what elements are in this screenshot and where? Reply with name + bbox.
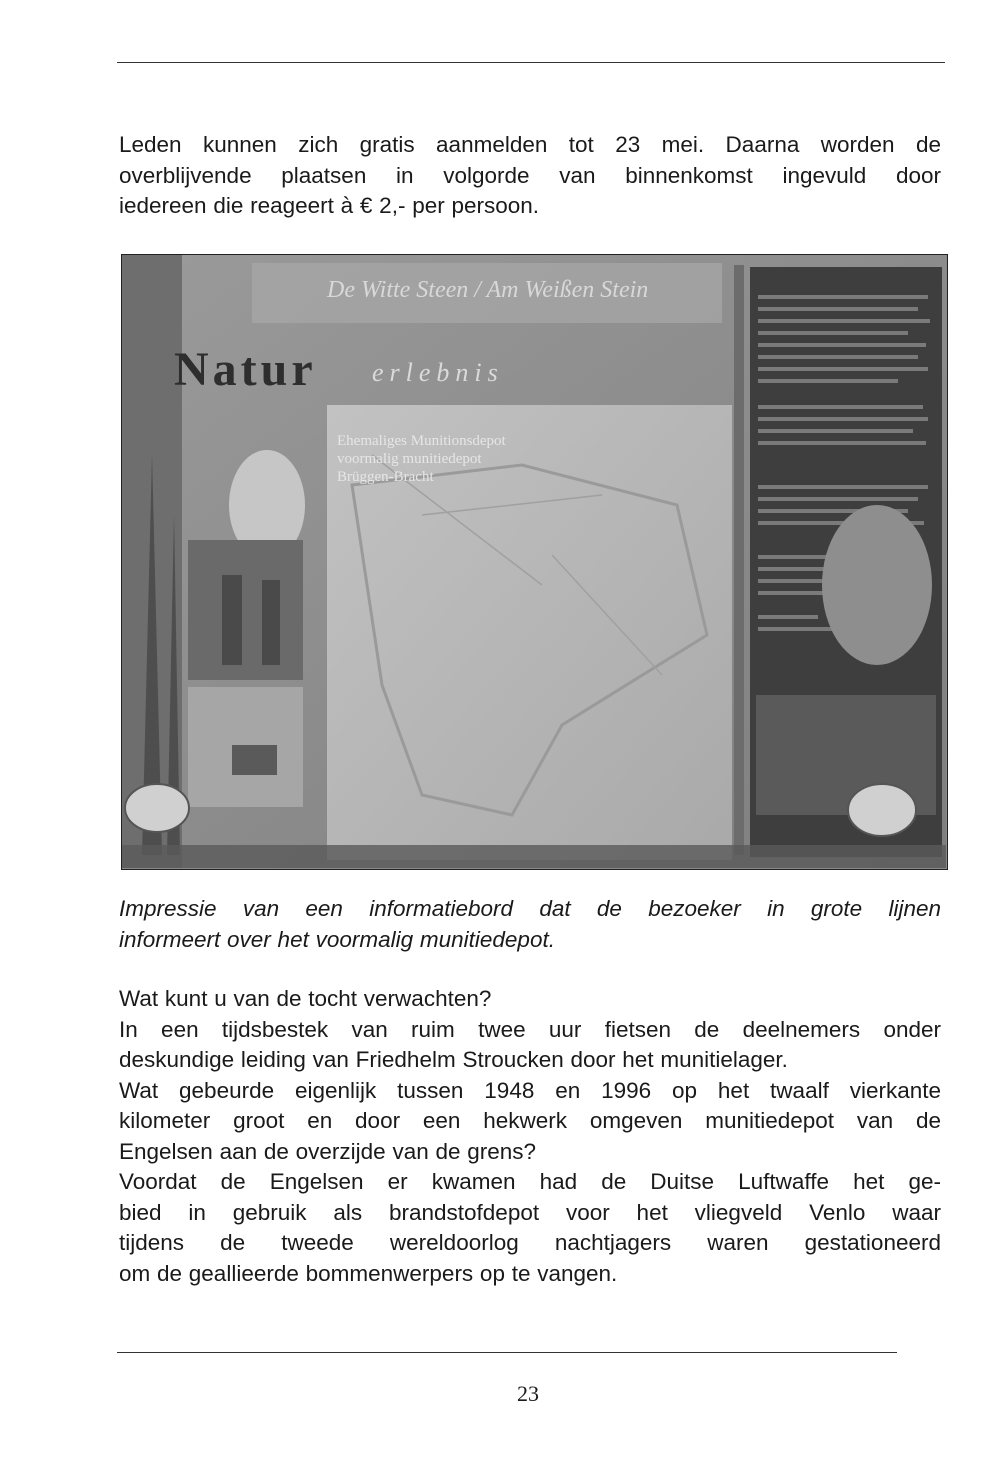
body-line: Wat gebeurde eigenlijk tussen 1948 en 1996 op het twaalf vierkante xyxy=(119,1077,941,1103)
body-line: Engelsen aan de overzijde van de grens? xyxy=(119,1138,537,1164)
intro-line: Leden kunnen zich gratis aanmelden tot 23 mei. Daarna worden de xyxy=(119,132,941,157)
board-heading-sub: erlebnis xyxy=(372,358,504,387)
intro-line: iedereen die reageert à € 2,- per persoon. xyxy=(119,193,540,218)
board-title: De Witte Steen / Am Weißen Stein xyxy=(327,277,649,303)
intro-line: overblijvende plaatsen in volgorde van binnenkomst ingevuld door xyxy=(119,162,941,188)
body-paragraph xyxy=(119,984,941,1289)
top-rule xyxy=(117,62,945,63)
board-panel-line: Brüggen-Bracht xyxy=(337,469,434,485)
photo-caption xyxy=(119,894,941,955)
body-line: bied in gebruik als brandstofdepot voor het vliegveld Venlo waar xyxy=(119,1199,941,1225)
body-line: om de geallieerde bommenwerpers op te vangen. xyxy=(119,1260,618,1286)
body-line: tijdens de tweede wereldoorlog nachtjagers waren gestationeerd xyxy=(119,1230,941,1255)
body-line: Wat kunt u van de tocht verwachten? xyxy=(119,986,492,1011)
body-line: Voordat de Engelsen er kwamen had de Duitse Luftwaffe het ge- xyxy=(119,1169,941,1194)
board-heading-main: Natur xyxy=(174,343,317,396)
caption-line: Impressie van een informatiebord dat de bezoeker in grote lijnen xyxy=(119,896,941,921)
body-line: kilometer groot en door een hekwerk omgeven munitiedepot van de xyxy=(119,1108,941,1133)
page-number: 23 xyxy=(517,1381,539,1406)
body-line: In een tijdsbestek van ruim twee uur fietsen de deelnemers onder xyxy=(119,1016,941,1042)
intro-paragraph xyxy=(119,130,941,222)
caption-line: informeert over het voormalig munitiedepot. xyxy=(119,926,555,952)
bottom-rule xyxy=(117,1352,897,1353)
information-board-photo xyxy=(121,254,948,870)
board-panel-line: voormalig munitiedepot xyxy=(337,451,482,467)
body-line: deskundige leiding van Friedhelm Stroucken door het munitielager. xyxy=(119,1047,788,1072)
board-panel-line: Ehemaliges Munitionsdepot xyxy=(337,433,506,449)
